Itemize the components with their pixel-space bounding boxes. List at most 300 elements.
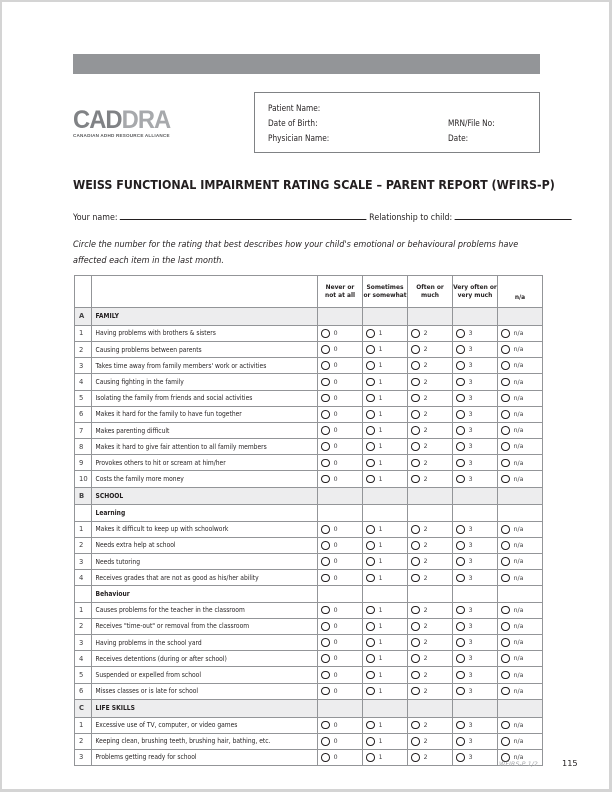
rating-option[interactable] bbox=[408, 537, 453, 553]
rating-value: 3 bbox=[468, 525, 473, 533]
date-label[interactable]: Date: bbox=[448, 133, 469, 143]
rating-option[interactable] bbox=[363, 439, 408, 455]
rating-option[interactable] bbox=[498, 733, 543, 749]
rating-option[interactable] bbox=[408, 439, 453, 455]
rating-value: 1 bbox=[378, 329, 383, 337]
rating-value: 1 bbox=[378, 753, 383, 761]
radio-circle-icon[interactable] bbox=[321, 606, 330, 615]
rating-option[interactable] bbox=[453, 455, 498, 471]
rating-option[interactable] bbox=[363, 618, 408, 634]
radio-circle-icon[interactable] bbox=[456, 475, 465, 484]
section-row bbox=[75, 308, 543, 326]
empty-cell bbox=[498, 586, 543, 602]
rating-option[interactable] bbox=[498, 651, 543, 667]
item-number: 1 bbox=[75, 717, 92, 733]
radio-circle-icon[interactable] bbox=[321, 654, 330, 663]
radio-circle-icon[interactable] bbox=[366, 442, 375, 451]
radio-circle-icon[interactable] bbox=[411, 442, 420, 451]
rating-value: 1 bbox=[378, 574, 383, 582]
rating-option[interactable] bbox=[408, 406, 453, 422]
subsection-row bbox=[75, 586, 543, 602]
section-letter: B bbox=[75, 487, 92, 505]
radio-circle-icon[interactable] bbox=[501, 737, 510, 746]
rating-option[interactable] bbox=[318, 651, 363, 667]
radio-circle-icon[interactable] bbox=[411, 345, 420, 354]
rating-value: 2 bbox=[423, 459, 428, 467]
radio-circle-icon[interactable] bbox=[501, 361, 510, 370]
rating-option[interactable] bbox=[498, 325, 543, 341]
rating-option[interactable] bbox=[318, 422, 363, 438]
rating-option[interactable] bbox=[363, 634, 408, 650]
rating-value: n/a bbox=[513, 362, 524, 370]
empty-cell bbox=[498, 487, 543, 505]
radio-circle-icon[interactable] bbox=[411, 721, 420, 730]
radio-circle-icon[interactable] bbox=[456, 541, 465, 550]
radio-circle-icon[interactable] bbox=[411, 687, 420, 696]
rating-option[interactable] bbox=[318, 390, 363, 406]
radio-circle-icon[interactable] bbox=[366, 606, 375, 615]
radio-circle-icon[interactable] bbox=[456, 654, 465, 663]
caddra-logo bbox=[73, 108, 173, 148]
radio-circle-icon[interactable] bbox=[411, 459, 420, 468]
rating-option[interactable] bbox=[363, 455, 408, 471]
rating-option[interactable] bbox=[363, 341, 408, 357]
rating-option[interactable] bbox=[498, 455, 543, 471]
radio-circle-icon[interactable] bbox=[411, 426, 420, 435]
radio-circle-icon[interactable] bbox=[321, 329, 330, 338]
rating-option[interactable] bbox=[318, 602, 363, 618]
rating-option[interactable] bbox=[408, 618, 453, 634]
rating-option[interactable] bbox=[453, 618, 498, 634]
rating-option[interactable] bbox=[408, 390, 453, 406]
radio-circle-icon[interactable] bbox=[411, 606, 420, 615]
rating-option[interactable] bbox=[408, 717, 453, 733]
radio-circle-icon[interactable] bbox=[321, 442, 330, 451]
relationship-field[interactable] bbox=[455, 210, 572, 220]
rating-option[interactable] bbox=[318, 618, 363, 634]
radio-circle-icon[interactable] bbox=[456, 737, 465, 746]
rating-option[interactable] bbox=[408, 325, 453, 341]
radio-circle-icon[interactable] bbox=[321, 378, 330, 387]
rating-option[interactable] bbox=[318, 667, 363, 683]
empty-cell bbox=[363, 505, 408, 521]
rating-option[interactable] bbox=[498, 374, 543, 390]
radio-circle-icon[interactable] bbox=[456, 329, 465, 338]
radio-circle-icon[interactable] bbox=[411, 574, 420, 583]
radio-circle-icon[interactable] bbox=[501, 525, 510, 534]
item-text: Provokes others to hit or scream at him/her bbox=[95, 458, 226, 467]
radio-circle-icon[interactable] bbox=[321, 574, 330, 583]
item-number: 2 bbox=[75, 618, 92, 634]
radio-circle-icon[interactable] bbox=[501, 378, 510, 387]
rating-option[interactable] bbox=[318, 358, 363, 374]
rating-option[interactable] bbox=[318, 537, 363, 553]
rating-value: 1 bbox=[378, 737, 383, 745]
rating-option[interactable] bbox=[408, 455, 453, 471]
radio-circle-icon[interactable] bbox=[501, 574, 510, 583]
rating-option[interactable] bbox=[408, 341, 453, 357]
radio-circle-icon[interactable] bbox=[321, 557, 330, 566]
rating-option[interactable] bbox=[318, 325, 363, 341]
rating-option[interactable] bbox=[498, 439, 543, 455]
rating-option[interactable] bbox=[453, 537, 498, 553]
empty-cell bbox=[75, 505, 92, 521]
rating-option[interactable] bbox=[498, 618, 543, 634]
rating-option[interactable] bbox=[453, 602, 498, 618]
radio-circle-icon[interactable] bbox=[366, 459, 375, 468]
rating-option[interactable] bbox=[363, 733, 408, 749]
rating-option[interactable] bbox=[363, 422, 408, 438]
item-text: Makes it hard for the family to have fun together bbox=[95, 410, 242, 419]
radio-circle-icon[interactable] bbox=[411, 671, 420, 680]
radio-circle-icon[interactable] bbox=[366, 329, 375, 338]
empty-cell bbox=[408, 505, 453, 521]
radio-circle-icon[interactable] bbox=[501, 622, 510, 631]
rating-value: 0 bbox=[333, 394, 338, 402]
rating-option[interactable] bbox=[318, 521, 363, 537]
rating-option[interactable] bbox=[453, 667, 498, 683]
rating-value: 3 bbox=[468, 459, 473, 467]
rating-option[interactable] bbox=[453, 439, 498, 455]
rating-option[interactable] bbox=[318, 749, 363, 765]
rating-option[interactable] bbox=[408, 358, 453, 374]
radio-circle-icon[interactable] bbox=[411, 541, 420, 550]
table-body bbox=[75, 308, 543, 766]
physician-name-label[interactable]: Physician Name: bbox=[268, 133, 330, 143]
rating-option[interactable] bbox=[453, 406, 498, 422]
rating-option[interactable] bbox=[408, 634, 453, 650]
radio-circle-icon[interactable] bbox=[456, 378, 465, 387]
radio-circle-icon[interactable] bbox=[411, 737, 420, 746]
rating-option[interactable] bbox=[408, 422, 453, 438]
rating-option[interactable] bbox=[408, 733, 453, 749]
rating-option[interactable] bbox=[498, 406, 543, 422]
radio-circle-icon[interactable] bbox=[501, 541, 510, 550]
rating-value: 3 bbox=[468, 671, 473, 679]
rating-value: 1 bbox=[378, 671, 383, 679]
radio-circle-icon[interactable] bbox=[321, 361, 330, 370]
radio-circle-icon[interactable] bbox=[411, 475, 420, 484]
radio-circle-icon[interactable] bbox=[321, 737, 330, 746]
rating-option[interactable] bbox=[363, 570, 408, 586]
radio-circle-icon[interactable] bbox=[321, 525, 330, 534]
radio-circle-icon[interactable] bbox=[411, 361, 420, 370]
rating-option[interactable] bbox=[498, 521, 543, 537]
radio-circle-icon[interactable] bbox=[501, 606, 510, 615]
item-number: 2 bbox=[75, 341, 92, 357]
radio-circle-icon[interactable] bbox=[366, 721, 375, 730]
radio-circle-icon[interactable] bbox=[411, 394, 420, 403]
rating-option[interactable] bbox=[453, 374, 498, 390]
rating-option[interactable] bbox=[498, 717, 543, 733]
radio-circle-icon[interactable] bbox=[501, 475, 510, 484]
rating-option[interactable] bbox=[408, 570, 453, 586]
header-num bbox=[75, 276, 92, 308]
rating-option[interactable] bbox=[318, 406, 363, 422]
rating-option[interactable] bbox=[318, 471, 363, 487]
radio-circle-icon[interactable] bbox=[366, 525, 375, 534]
radio-circle-icon[interactable] bbox=[456, 721, 465, 730]
rating-option[interactable] bbox=[318, 717, 363, 733]
rating-option[interactable] bbox=[408, 667, 453, 683]
radio-circle-icon[interactable] bbox=[366, 410, 375, 419]
rating-option[interactable] bbox=[453, 570, 498, 586]
radio-circle-icon[interactable] bbox=[456, 671, 465, 680]
radio-circle-icon[interactable] bbox=[456, 622, 465, 631]
rating-value: 0 bbox=[333, 721, 338, 729]
rating-option[interactable] bbox=[453, 683, 498, 699]
rating-option[interactable] bbox=[363, 471, 408, 487]
radio-circle-icon[interactable] bbox=[366, 345, 375, 354]
radio-circle-icon[interactable] bbox=[456, 442, 465, 451]
empty-cell bbox=[363, 699, 408, 717]
rating-option[interactable] bbox=[363, 554, 408, 570]
empty-cell bbox=[498, 505, 543, 521]
rating-option[interactable] bbox=[318, 439, 363, 455]
rating-value: n/a bbox=[513, 753, 524, 761]
table-row bbox=[75, 439, 543, 455]
rating-value: 0 bbox=[333, 687, 338, 695]
rating-option[interactable] bbox=[363, 374, 408, 390]
radio-circle-icon[interactable] bbox=[456, 459, 465, 468]
radio-circle-icon[interactable] bbox=[411, 410, 420, 419]
radio-circle-icon[interactable] bbox=[366, 541, 375, 550]
rating-option[interactable] bbox=[453, 390, 498, 406]
radio-circle-icon[interactable] bbox=[366, 557, 375, 566]
radio-circle-icon[interactable] bbox=[456, 557, 465, 566]
radio-circle-icon[interactable] bbox=[366, 361, 375, 370]
rating-value: 0 bbox=[333, 737, 338, 745]
table-row bbox=[75, 602, 543, 618]
rating-option[interactable] bbox=[408, 602, 453, 618]
item-text-cell bbox=[92, 667, 318, 683]
radio-circle-icon[interactable] bbox=[366, 638, 375, 647]
radio-circle-icon[interactable] bbox=[321, 345, 330, 354]
radio-circle-icon[interactable] bbox=[366, 753, 375, 762]
rating-option[interactable] bbox=[453, 733, 498, 749]
rating-option[interactable] bbox=[453, 651, 498, 667]
rating-option[interactable] bbox=[498, 390, 543, 406]
rating-option[interactable] bbox=[453, 554, 498, 570]
rating-option[interactable] bbox=[498, 602, 543, 618]
radio-circle-icon[interactable] bbox=[366, 622, 375, 631]
rating-option[interactable] bbox=[453, 749, 498, 765]
radio-circle-icon[interactable] bbox=[366, 574, 375, 583]
rating-option[interactable] bbox=[453, 341, 498, 357]
rating-option[interactable] bbox=[318, 683, 363, 699]
radio-circle-icon[interactable] bbox=[366, 671, 375, 680]
rating-option[interactable] bbox=[363, 651, 408, 667]
rating-option[interactable] bbox=[318, 634, 363, 650]
logo-text-light: DRA bbox=[121, 106, 171, 134]
rating-value: 0 bbox=[333, 574, 338, 582]
rating-option[interactable] bbox=[318, 570, 363, 586]
radio-circle-icon[interactable] bbox=[411, 329, 420, 338]
radio-circle-icon[interactable] bbox=[321, 753, 330, 762]
radio-circle-icon[interactable] bbox=[366, 687, 375, 696]
rating-option[interactable] bbox=[498, 667, 543, 683]
rating-option[interactable] bbox=[408, 521, 453, 537]
rating-option[interactable] bbox=[453, 717, 498, 733]
radio-circle-icon[interactable] bbox=[366, 737, 375, 746]
rating-value: n/a bbox=[513, 378, 524, 386]
rating-option[interactable] bbox=[498, 422, 543, 438]
radio-circle-icon[interactable] bbox=[501, 329, 510, 338]
rating-option[interactable] bbox=[453, 634, 498, 650]
radio-circle-icon[interactable] bbox=[456, 525, 465, 534]
patient-name-label[interactable]: Patient Name: bbox=[268, 103, 321, 113]
item-text-cell bbox=[92, 618, 318, 634]
radio-circle-icon[interactable] bbox=[321, 541, 330, 550]
rating-option[interactable] bbox=[363, 358, 408, 374]
radio-circle-icon[interactable] bbox=[501, 426, 510, 435]
radio-circle-icon[interactable] bbox=[321, 475, 330, 484]
radio-circle-icon[interactable] bbox=[411, 753, 420, 762]
item-number: 5 bbox=[75, 667, 92, 683]
radio-circle-icon[interactable] bbox=[366, 654, 375, 663]
radio-circle-icon[interactable] bbox=[456, 345, 465, 354]
rating-value: n/a bbox=[513, 525, 524, 533]
radio-circle-icon[interactable] bbox=[501, 459, 510, 468]
rating-option[interactable] bbox=[498, 341, 543, 357]
radio-circle-icon[interactable] bbox=[501, 671, 510, 680]
rating-option[interactable] bbox=[498, 537, 543, 553]
radio-circle-icon[interactable] bbox=[501, 345, 510, 354]
radio-circle-icon[interactable] bbox=[456, 574, 465, 583]
rating-option[interactable] bbox=[498, 570, 543, 586]
empty-cell bbox=[318, 308, 363, 326]
rating-option[interactable] bbox=[453, 471, 498, 487]
radio-circle-icon[interactable] bbox=[456, 361, 465, 370]
rating-value: 0 bbox=[333, 639, 338, 647]
radio-circle-icon[interactable] bbox=[366, 378, 375, 387]
radio-circle-icon[interactable] bbox=[321, 410, 330, 419]
rating-option[interactable] bbox=[498, 471, 543, 487]
radio-circle-icon[interactable] bbox=[456, 638, 465, 647]
radio-circle-icon[interactable] bbox=[411, 557, 420, 566]
rating-value: n/a bbox=[513, 622, 524, 630]
item-text-cell bbox=[92, 554, 318, 570]
radio-circle-icon[interactable] bbox=[501, 654, 510, 663]
instructions: Circle the number for the rating that best describes how your child's emotional or behavioural problems have affected each item in the last month. bbox=[73, 240, 519, 266]
rating-value: 2 bbox=[423, 427, 428, 435]
rating-option[interactable] bbox=[318, 341, 363, 357]
empty-cell bbox=[363, 308, 408, 326]
radio-circle-icon[interactable] bbox=[321, 721, 330, 730]
radio-circle-icon[interactable] bbox=[321, 622, 330, 631]
radio-circle-icon[interactable] bbox=[321, 426, 330, 435]
radio-circle-icon[interactable] bbox=[366, 394, 375, 403]
empty-cell bbox=[318, 586, 363, 602]
rating-option[interactable] bbox=[318, 374, 363, 390]
radio-circle-icon[interactable] bbox=[501, 394, 510, 403]
rating-option[interactable] bbox=[498, 683, 543, 699]
rating-option[interactable] bbox=[453, 521, 498, 537]
radio-circle-icon[interactable] bbox=[411, 525, 420, 534]
rating-value: 1 bbox=[378, 443, 383, 451]
rating-option[interactable] bbox=[318, 733, 363, 749]
header-line: much bbox=[420, 292, 440, 299]
radio-circle-icon[interactable] bbox=[501, 687, 510, 696]
rating-option[interactable] bbox=[408, 471, 453, 487]
radio-circle-icon[interactable] bbox=[501, 638, 510, 647]
radio-circle-icon[interactable] bbox=[321, 687, 330, 696]
rating-option[interactable] bbox=[408, 749, 453, 765]
rating-option[interactable] bbox=[363, 537, 408, 553]
empty-cell bbox=[453, 487, 498, 505]
radio-circle-icon[interactable] bbox=[321, 459, 330, 468]
radio-circle-icon[interactable] bbox=[456, 410, 465, 419]
form-title: WEISS FUNCTIONAL IMPAIRMENT RATING SCALE – PARENT REPORT (WFIRS-P) bbox=[73, 178, 555, 192]
table-row bbox=[75, 651, 543, 667]
rating-option[interactable] bbox=[408, 374, 453, 390]
radio-circle-icon[interactable] bbox=[456, 687, 465, 696]
rating-value: 2 bbox=[423, 606, 428, 614]
rating-option[interactable] bbox=[363, 406, 408, 422]
mrn-label[interactable]: MRN/File No: bbox=[448, 118, 495, 128]
rating-value: 3 bbox=[468, 427, 473, 435]
radio-circle-icon[interactable] bbox=[321, 638, 330, 647]
rating-option[interactable] bbox=[363, 667, 408, 683]
rating-option[interactable] bbox=[453, 358, 498, 374]
table-row bbox=[75, 374, 543, 390]
rating-option[interactable] bbox=[363, 717, 408, 733]
your-name-field[interactable] bbox=[120, 210, 367, 220]
radio-circle-icon[interactable] bbox=[501, 557, 510, 566]
rating-option[interactable] bbox=[363, 749, 408, 765]
rating-option[interactable] bbox=[453, 325, 498, 341]
radio-circle-icon[interactable] bbox=[411, 654, 420, 663]
radio-circle-icon[interactable] bbox=[456, 606, 465, 615]
rating-value: 2 bbox=[423, 346, 428, 354]
rating-option[interactable] bbox=[498, 554, 543, 570]
date-of-birth-label[interactable]: Date of Birth: bbox=[268, 118, 318, 128]
rating-option[interactable] bbox=[408, 651, 453, 667]
rating-option[interactable] bbox=[318, 554, 363, 570]
rating-option[interactable] bbox=[453, 422, 498, 438]
rating-option[interactable] bbox=[408, 554, 453, 570]
rating-option[interactable] bbox=[498, 634, 543, 650]
rating-option[interactable] bbox=[363, 390, 408, 406]
rating-option[interactable] bbox=[498, 358, 543, 374]
radio-circle-icon[interactable] bbox=[411, 638, 420, 647]
radio-circle-icon[interactable] bbox=[411, 378, 420, 387]
section-row bbox=[75, 487, 543, 505]
radio-circle-icon[interactable] bbox=[501, 442, 510, 451]
radio-circle-icon[interactable] bbox=[456, 753, 465, 762]
radio-circle-icon[interactable] bbox=[366, 426, 375, 435]
rating-option[interactable] bbox=[363, 521, 408, 537]
radio-circle-icon[interactable] bbox=[501, 410, 510, 419]
rating-option[interactable] bbox=[408, 683, 453, 699]
rating-option[interactable] bbox=[363, 325, 408, 341]
radio-circle-icon[interactable] bbox=[501, 721, 510, 730]
radio-circle-icon[interactable] bbox=[321, 671, 330, 680]
radio-circle-icon[interactable] bbox=[321, 394, 330, 403]
rating-value: 3 bbox=[468, 541, 473, 549]
rating-option[interactable] bbox=[363, 683, 408, 699]
item-number: 6 bbox=[75, 406, 92, 422]
rating-option[interactable] bbox=[318, 455, 363, 471]
rating-option[interactable] bbox=[363, 602, 408, 618]
rating-value: n/a bbox=[513, 737, 524, 745]
radio-circle-icon[interactable] bbox=[456, 394, 465, 403]
radio-circle-icon[interactable] bbox=[456, 426, 465, 435]
radio-circle-icon[interactable] bbox=[366, 475, 375, 484]
empty-cell bbox=[453, 505, 498, 521]
logo-text-dark: CAD bbox=[73, 106, 122, 134]
radio-circle-icon[interactable] bbox=[411, 622, 420, 631]
